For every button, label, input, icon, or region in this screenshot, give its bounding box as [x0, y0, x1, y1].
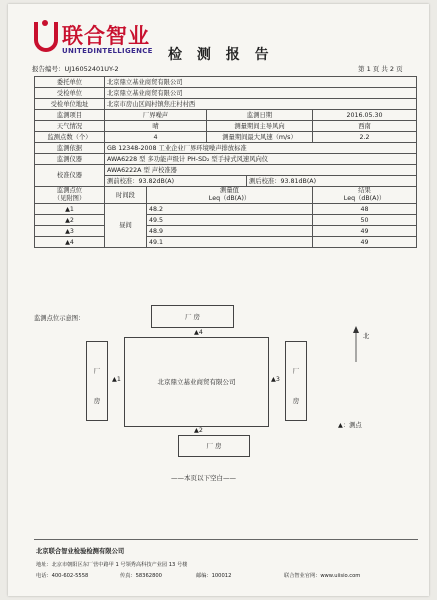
col-period-header: 时间段 [105, 187, 147, 204]
col-measured-title: 测量值 [220, 187, 239, 194]
footer-fax: 传真：58362800 [120, 573, 162, 579]
row2-point: ▲2 [35, 215, 105, 226]
report-number: 报告编号：UJ16052401UY-2 [32, 65, 119, 73]
col-result-header [313, 187, 417, 204]
north-label: 北 [363, 333, 370, 340]
report-title: 检 测 报 告 [168, 47, 274, 63]
instrument-value: AWA6228 型 多功能声级计 PH-SD₂ 型手持式风速风向仪 [105, 154, 417, 165]
diagram-label: 监测点位示意图： [34, 315, 85, 322]
calib-value: AWA6222A 型 声校准器 [105, 165, 417, 176]
client-value: 北京鼎立基业商贸有限公司 [105, 77, 417, 88]
plant-left-box: 厂 房 [86, 341, 108, 421]
inspected-value: 北京鼎立基业商贸有限公司 [105, 88, 417, 99]
row4-measured: 49.1 [147, 237, 313, 248]
row2-measured: 49.5 [147, 215, 313, 226]
date-label: 监测日期 [207, 110, 313, 121]
calib-before: 测前校准：93.82dB(A) [105, 176, 247, 187]
marker-1: ▲1 [112, 376, 121, 383]
legend: ▲：测点 [338, 422, 362, 429]
company-logo-icon [34, 22, 58, 52]
row2-result: 50 [313, 215, 417, 226]
blank-below-note: ——本页以下空白—— [171, 474, 236, 482]
plant-top-box: 厂 房 [151, 305, 234, 328]
col-point-sub: （见附图） [53, 195, 86, 202]
calib-label: 校准仪器 [35, 165, 105, 187]
basis-label: 监测依据 [35, 143, 105, 154]
report-page [8, 4, 429, 596]
row3-point: ▲3 [35, 226, 105, 237]
row3-result: 49 [313, 226, 417, 237]
marker-2: ▲2 [194, 427, 203, 434]
row4-result: 49 [313, 237, 417, 248]
col-measured-unit: Leq（dB(A)） [208, 195, 251, 202]
footer-address: 地址：北京市朝阳区东厂营中路甲 1 号领秀高科技产业园 13 号楼 [36, 562, 188, 568]
client-label: 委托单位 [35, 77, 105, 88]
plant-right-box: 厂 房 [285, 341, 307, 421]
footer-rule [34, 539, 418, 540]
row4-point: ▲4 [35, 237, 105, 248]
footer-company: 北京联合智业检验检测有限公司 [36, 548, 125, 555]
north-arrow-icon [346, 324, 366, 364]
footer-phone: 电话：400-602-5558 [36, 573, 89, 579]
basis-value: GB 12348-2008 工业企业厂界环境噪声排放标准 [105, 143, 417, 154]
address-label: 受检单位地址 [35, 99, 105, 110]
col-measured-header [147, 187, 313, 204]
weather-value: 晴 [105, 121, 207, 132]
item-value: 厂界噪声 [105, 110, 207, 121]
weather-label: 天气情况 [35, 121, 105, 132]
logo-chinese-text: 联合智业 [62, 24, 150, 48]
row3-measured: 48.9 [147, 226, 313, 237]
row1-measured: 48.2 [147, 204, 313, 215]
marker-3: ▲3 [271, 376, 280, 383]
col-result-unit: Leq（dB(A)） [343, 195, 386, 202]
footer-website: 联合智业官网：www.uiisio.com [284, 573, 361, 579]
footer-postcode: 邮编：100012 [196, 573, 232, 579]
wind-dir-label: 测量期间主导风向 [207, 121, 313, 132]
wind-speed-label: 测量期间最大风速（m/s） [207, 132, 313, 143]
points-label: 监测点数（个） [35, 132, 105, 143]
row1-point: ▲1 [35, 204, 105, 215]
item-label: 监测项目 [35, 110, 105, 121]
page-info: 第 1 页 共 2 页 [358, 65, 403, 73]
col-result-title: 结果 [358, 187, 371, 194]
wind-speed-value: 2.2 [313, 132, 417, 143]
address-value: 北京市房山区阎村镇焦庄村村西 [105, 99, 417, 110]
plant-bottom-box: 厂 房 [178, 435, 250, 457]
points-value: 4 [105, 132, 207, 143]
report-table [34, 76, 417, 248]
inspected-label: 受检单位 [35, 88, 105, 99]
calib-after: 测后校准：93.81dB(A) [247, 176, 417, 187]
company-box: 北京鼎立基业商贸有限公司 [124, 337, 269, 427]
row1-result: 48 [313, 204, 417, 215]
col-point-header [35, 187, 105, 204]
col-point-title: 监测点位 [56, 187, 83, 194]
date-value: 2016.05.30 [313, 110, 417, 121]
instrument-label: 监测仪器 [35, 154, 105, 165]
period-value: 昼间 [105, 204, 147, 248]
marker-4: ▲4 [194, 329, 203, 336]
wind-dir-value: 西南 [313, 121, 417, 132]
logo-english-text: UNITEDINTELLIGENCE [62, 47, 153, 55]
